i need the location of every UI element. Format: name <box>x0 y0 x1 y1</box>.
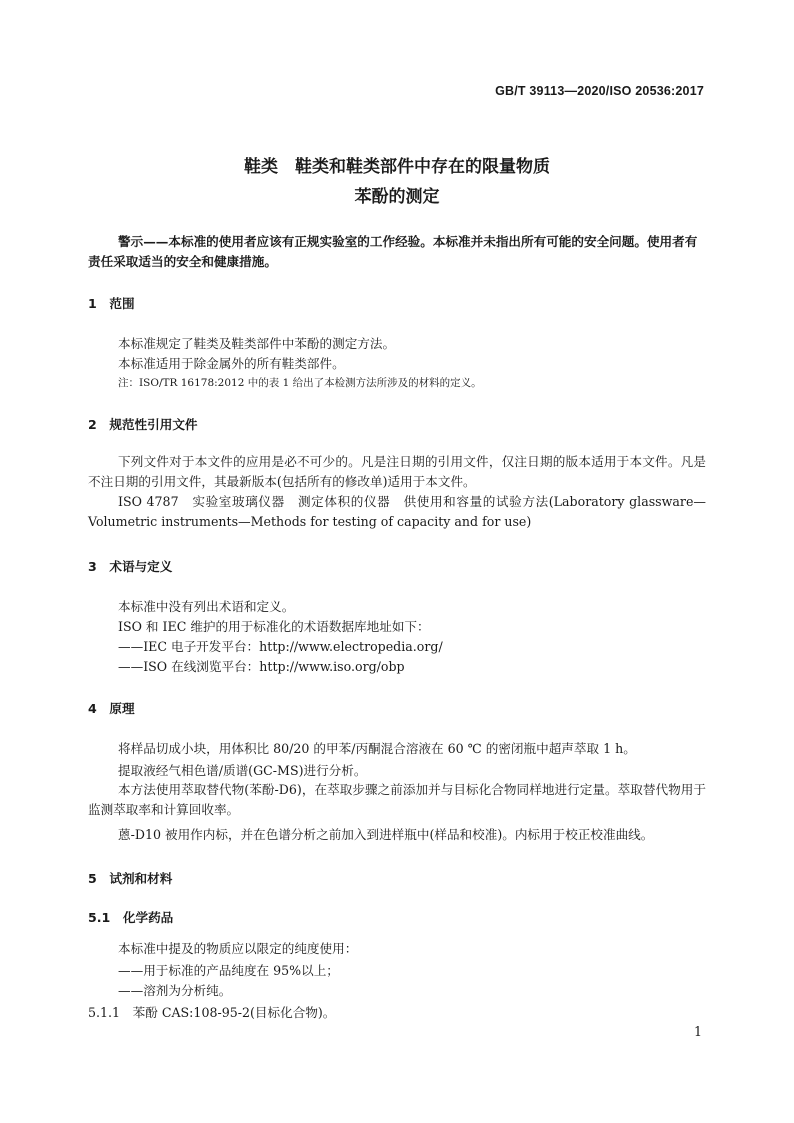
clause-5-1-1: 5.1.1 苯酚 CAS:108-95-2(目标化合物)。 <box>88 1005 336 1020</box>
section-3-paragraph: ISO 和 IEC 维护的用于标准化的术语数据库地址如下： <box>118 619 430 634</box>
document-title: 鞋类 鞋类和鞋类部件中存在的限量物质 <box>244 157 550 177</box>
section-5-list-item: ——溶剂为分析纯。 <box>118 983 232 998</box>
section-4-paragraph: 将样品切成小块，用体积比 80/20 的甲苯/丙酮混合溶液在 60 ℃ 的密闭瓶中超声萃取 1 h。 <box>118 741 636 756</box>
section-2-paragraph: 下列文件对于本文件的应用是必不可少的。凡是注日期的引用文件，仅注日期的版本适用于本文件。凡是不注日期的引用文件，其最新版本(包括所有的修改单)适用于本文件。 <box>88 454 706 489</box>
section-3-paragraph: 本标准中没有列出术语和定义。 <box>118 599 295 614</box>
section-5-list-item: ——用于标准的产品纯度在 95%以上； <box>118 963 339 978</box>
section-3-heading: 3 术语与定义 <box>88 559 173 574</box>
section-1-paragraph: 本标准适用于除金属外的所有鞋类部件。 <box>118 356 345 371</box>
section-1-note: 注：ISO/TR 16178:2012 中的表 1 给出了本检测方法所涉及的材料的定义。 <box>118 377 482 389</box>
section-4-heading: 4 原理 <box>88 701 135 716</box>
section-4-paragraph: 提取液经气相色谱/质谱(GC-MS)进行分析。 <box>118 763 367 778</box>
document-subtitle: 苯酚的测定 <box>354 187 440 207</box>
section-2-reference: ISO 4787 实验室玻璃仪器 测定体积的仪器 供使用和容量的试验方法(Laboratory glassware—Volumetric instruments—Methods for testing of capacity and for use) <box>88 494 706 529</box>
section-5-paragraph: 本标准中提及的物质应以限定的纯度使用： <box>118 941 358 956</box>
subsection-5-1-heading: 5.1 化学药品 <box>88 910 174 925</box>
section-3-list-item: ——ISO 在线浏览平台：http://www.iso.org/obp <box>118 659 405 674</box>
section-3-list-item: ——IEC 电子开发平台：http://www.electropedia.org/ <box>118 639 443 654</box>
safety-warning: 警示——本标准的使用者应该有正规实验室的工作经验。本标准并未指出所有可能的安全问题。使用者有责任采取适当的安全和健康措施。 <box>88 234 698 269</box>
section-4-paragraph: 本方法使用萃取替代物(苯酚-D6)，在萃取步骤之前添加并与目标化合物同样地进行定量。萃取替代物用于监测萃取率和计算回收率。 <box>88 782 706 817</box>
section-5-heading: 5 试剂和材料 <box>88 871 173 886</box>
section-1-heading: 1 范围 <box>88 296 135 311</box>
page-number: 1 <box>693 1024 702 1039</box>
section-2-heading: 2 规范性引用文件 <box>88 417 198 432</box>
standard-code: GB/T 39113—2020/ISO 20536:2017 <box>495 84 704 98</box>
section-1-paragraph: 本标准规定了鞋类及鞋类部件中苯酚的测定方法。 <box>118 336 396 351</box>
section-4-paragraph: 蒽-D10 被用作内标，并在色谱分析之前加入到进样瓶中(样品和校准)。内标用于校正校准曲线。 <box>118 827 654 842</box>
